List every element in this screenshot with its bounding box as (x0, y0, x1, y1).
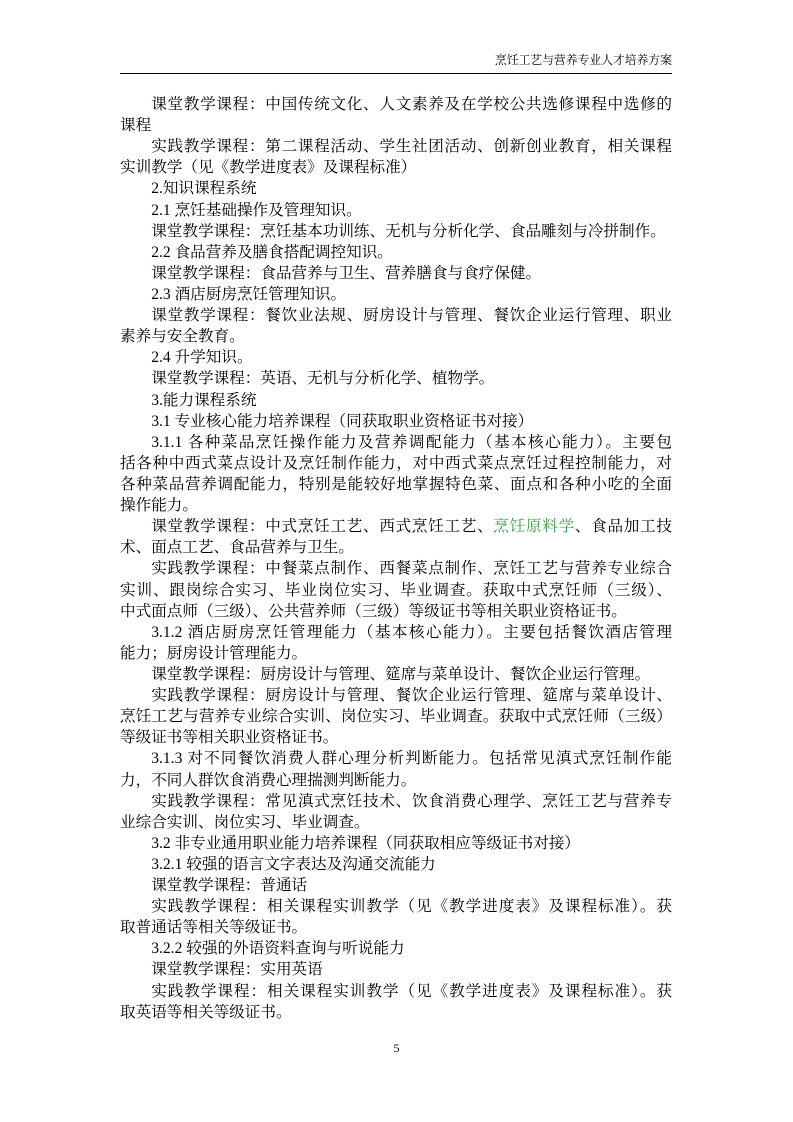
text-line: 课堂教学课程：中国传统文化、人文素养及在学校公共选修课程中选修的 (151, 96, 672, 113)
text-line: 业综合实训、岗位实习、毕业调查。 (120, 813, 370, 831)
text-line: 各种菜品营养调配能力，特别是能较好地掌握特色菜、面点和各种小吃的全面 (120, 475, 672, 493)
text-line: 实践教学课程：常见滇式烹饪技术、饮食消费心理学、烹饪工艺与营养专 (151, 792, 672, 810)
paragraph (120, 959, 672, 980)
text-line: 术、面点工艺、食品营养与卫生。 (120, 539, 354, 557)
page-number: 5 (393, 1041, 400, 1055)
text-line: 实践教学课程：相关课程实训教学（见《教学进度表》及课程标准）。获 (151, 982, 672, 1000)
text-line: 2.4 升学知识。 (151, 349, 253, 367)
text-line: 取普通话等相关等级证书。 (120, 919, 308, 937)
text-line: 实践教学课程：中餐菜点制作、西餐菜点制作、烹饪工艺与营养专业综合 (151, 560, 672, 578)
header-rule (120, 73, 672, 74)
text-segment: 课堂教学课程：中式烹饪工艺、西式烹饪工艺、 (151, 518, 494, 536)
running-header-title: 烹饪工艺与营养专业人才培养方案 (495, 53, 672, 67)
text-line: 课堂教学课程：烹饪基本功训练、无机与分析化学、食品雕刻与冷拼制作。 (151, 222, 666, 240)
subsection-heading (120, 242, 672, 263)
subsection-heading (120, 938, 672, 959)
paragraph (120, 896, 672, 938)
text-line: 实践教学课程：厨房设计与管理、餐饮企业运行管理、筵席与菜单设计、 (151, 687, 672, 705)
text-line: 2.1 烹饪基础操作及管理知识。 (151, 201, 362, 219)
subsection-heading (120, 833, 672, 854)
text-line: 烹饪工艺与营养专业综合实训、岗位实习、毕业调查。获取中式烹饪师（三级） (120, 708, 672, 726)
section-heading (120, 178, 672, 199)
text-line: 课堂教学课程：普通话 (151, 877, 308, 895)
highlighted-term: 烹饪原料学 (493, 518, 575, 536)
text-line: 2.知识课程系统 (151, 180, 257, 198)
text-line: 2.3 酒店厨房烹饪管理知识。 (151, 285, 347, 303)
text-line: 实训教学（见《教学进度表》及课程标准） (120, 159, 417, 177)
subsection-heading (120, 200, 672, 221)
text-line: 3.2 非专业通用职业能力培养课程（同获取相应等级证书对接） (151, 834, 581, 852)
paragraph (120, 516, 672, 558)
text-line (120, 516, 672, 537)
section-heading (120, 390, 672, 411)
text-line: 课程 (120, 117, 152, 135)
text-line: 实训、跟岗综合实习、毕业岗位实习、毕业调查。获取中式烹饪师（三级）、 (120, 581, 672, 599)
text-line: 素养与安全教育。 (120, 328, 245, 346)
text-line: 取英语等相关等级证书。 (120, 1003, 292, 1021)
text-line: 3.1.1 各种菜品烹饪操作能力及营养调配能力（基本核心能力）。主要包 (151, 433, 672, 451)
subsection-heading (120, 854, 672, 875)
paragraph (120, 875, 672, 896)
text-line: 实践教学课程：相关课程实训教学（见《教学进度表》及课程标准）。获 (151, 898, 672, 916)
text-line: 力，不同人群饮食消费心理揣测判断能力。 (120, 771, 417, 789)
body-text (120, 94, 672, 1023)
text-line: 2.2 食品营养及膳食搭配调控知识。 (151, 243, 393, 261)
paragraph (120, 136, 672, 178)
text-line: 中式面点师（三级）、公共营养师（三级）等级证书等相关职业资格证书。 (120, 602, 627, 620)
paragraph (120, 558, 672, 621)
paragraph (120, 748, 672, 790)
paragraph (120, 664, 672, 685)
text-line: 课堂教学课程：食品营养与卫生、营养膳食与食疗保健。 (151, 264, 542, 282)
subsection-heading (120, 347, 672, 368)
paragraph (120, 94, 672, 136)
paragraph (120, 685, 672, 748)
text-line: 3.1.3 对不同餐饮消费人群心理分析判断能力。包括常见滇式烹饪制作能 (151, 750, 672, 768)
text-segment: 、食品加工技 (574, 518, 672, 536)
paragraph (120, 622, 672, 664)
text-line: 3.1.2 酒店厨房烹饪管理能力（基本核心能力）。主要包括餐饮酒店管理 (151, 623, 672, 641)
text-line: 3.1 专业核心能力培养课程（同获取职业资格证书对接） (151, 412, 534, 430)
text-line: 3.2.1 较强的语言文字表达及沟通交流能力 (151, 855, 436, 873)
paragraph (120, 981, 672, 1023)
text-line: 课堂教学课程：实用英语 (151, 961, 323, 979)
text-line: 课堂教学课程：餐饮业法规、厨房设计与管理、餐饮企业运行管理、职业 (151, 307, 672, 325)
paragraph (120, 368, 672, 389)
subsection-heading (120, 411, 672, 432)
text-line: 3.2.2 较强的外语资料查询与听说能力 (151, 940, 405, 958)
text-line: 等级证书等相关职业资格证书。 (120, 729, 339, 747)
text-line: 括各种中西式菜点设计及烹饪制作能力，对中西式菜点烹饪过程控制能力，对 (120, 454, 672, 472)
text-line: 能力；厨房设计管理能力。 (120, 644, 308, 662)
text-line: 实践教学课程：第二课程活动、学生社团活动、创新创业教育，相关课程 (151, 138, 672, 156)
text-line: 操作能力。 (120, 497, 198, 515)
text-line: 课堂教学课程：厨房设计与管理、筵席与菜单设计、餐饮企业运行管理。 (151, 665, 651, 683)
paragraph (120, 791, 672, 833)
text-line: 3.能力课程系统 (151, 391, 257, 409)
subsection-heading (120, 284, 672, 305)
paragraph (120, 221, 672, 242)
paragraph (120, 263, 672, 284)
text-line: 课堂教学课程：英语、无机与分析化学、植物学。 (151, 370, 495, 388)
paragraph (120, 432, 672, 516)
paragraph (120, 305, 672, 347)
